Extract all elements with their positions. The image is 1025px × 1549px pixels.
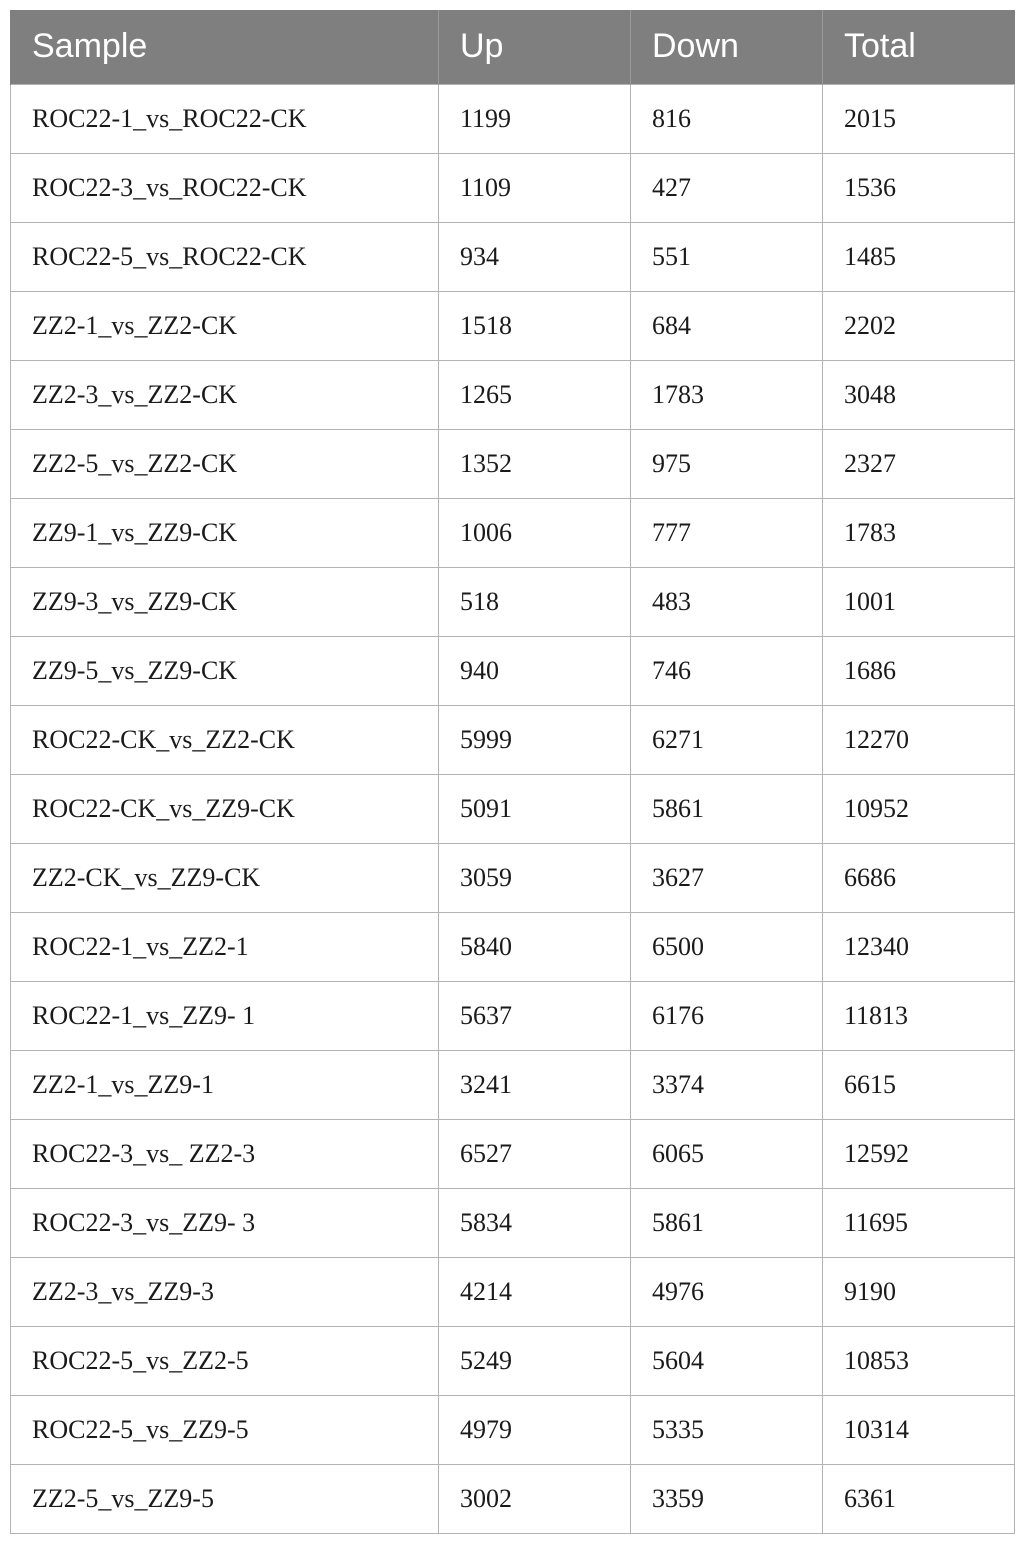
table-header bbox=[11, 10, 1015, 84]
cell-down: 5861 bbox=[631, 1188, 823, 1257]
cell-up: 5637 bbox=[439, 981, 631, 1050]
cell-total: 1536 bbox=[823, 153, 1015, 222]
cell-sample: ZZ2-5_vs_ZZ9-5 bbox=[11, 1464, 439, 1533]
cell-up: 934 bbox=[439, 222, 631, 291]
cell-down: 777 bbox=[631, 498, 823, 567]
cell-sample: ZZ2-3_vs_ZZ9-3 bbox=[11, 1257, 439, 1326]
cell-down: 4976 bbox=[631, 1257, 823, 1326]
cell-total: 10952 bbox=[823, 774, 1015, 843]
cell-total: 9190 bbox=[823, 1257, 1015, 1326]
cell-sample: ROC22-1_vs_ZZ2-1 bbox=[11, 912, 439, 981]
cell-total: 10853 bbox=[823, 1326, 1015, 1395]
table-row bbox=[11, 84, 1015, 153]
cell-up: 4979 bbox=[439, 1395, 631, 1464]
table-body bbox=[11, 84, 1015, 1533]
cell-down: 6500 bbox=[631, 912, 823, 981]
table-row bbox=[11, 429, 1015, 498]
cell-total: 12592 bbox=[823, 1119, 1015, 1188]
cell-up: 1352 bbox=[439, 429, 631, 498]
cell-sample: ROC22-5_vs_ROC22-CK bbox=[11, 222, 439, 291]
cell-up: 5091 bbox=[439, 774, 631, 843]
cell-total: 12340 bbox=[823, 912, 1015, 981]
table-row bbox=[11, 1050, 1015, 1119]
table-row bbox=[11, 636, 1015, 705]
cell-up: 1265 bbox=[439, 360, 631, 429]
cell-sample: ROC22-3_vs_ROC22-CK bbox=[11, 153, 439, 222]
cell-down: 483 bbox=[631, 567, 823, 636]
cell-up: 1109 bbox=[439, 153, 631, 222]
table-row bbox=[11, 1395, 1015, 1464]
cell-up: 1006 bbox=[439, 498, 631, 567]
cell-down: 6176 bbox=[631, 981, 823, 1050]
cell-down: 746 bbox=[631, 636, 823, 705]
cell-total: 6361 bbox=[823, 1464, 1015, 1533]
cell-up: 6527 bbox=[439, 1119, 631, 1188]
cell-up: 3002 bbox=[439, 1464, 631, 1533]
deg-count-table bbox=[10, 10, 1015, 1534]
deg-count-table-container bbox=[10, 10, 1014, 1534]
cell-sample: ROC22-3_vs_ ZZ2-3 bbox=[11, 1119, 439, 1188]
table-row bbox=[11, 981, 1015, 1050]
header-row bbox=[11, 10, 1015, 84]
cell-sample: ROC22-3_vs_ZZ9- 3 bbox=[11, 1188, 439, 1257]
cell-up: 5834 bbox=[439, 1188, 631, 1257]
table-row bbox=[11, 291, 1015, 360]
cell-total: 1001 bbox=[823, 567, 1015, 636]
cell-total: 6615 bbox=[823, 1050, 1015, 1119]
header-up: Up bbox=[439, 10, 631, 84]
cell-down: 3374 bbox=[631, 1050, 823, 1119]
cell-down: 1783 bbox=[631, 360, 823, 429]
cell-up: 5999 bbox=[439, 705, 631, 774]
cell-total: 1783 bbox=[823, 498, 1015, 567]
cell-down: 5861 bbox=[631, 774, 823, 843]
cell-up: 5249 bbox=[439, 1326, 631, 1395]
cell-total: 2327 bbox=[823, 429, 1015, 498]
header-down: Down bbox=[631, 10, 823, 84]
cell-total: 11813 bbox=[823, 981, 1015, 1050]
cell-sample: ZZ9-5_vs_ZZ9-CK bbox=[11, 636, 439, 705]
table-row bbox=[11, 1257, 1015, 1326]
cell-total: 2202 bbox=[823, 291, 1015, 360]
cell-up: 1199 bbox=[439, 84, 631, 153]
cell-down: 5335 bbox=[631, 1395, 823, 1464]
header-sample: Sample bbox=[11, 10, 439, 84]
cell-down: 3359 bbox=[631, 1464, 823, 1533]
cell-sample: ZZ9-1_vs_ZZ9-CK bbox=[11, 498, 439, 567]
cell-sample: ZZ2-CK_vs_ZZ9-CK bbox=[11, 843, 439, 912]
cell-total: 1485 bbox=[823, 222, 1015, 291]
cell-total: 3048 bbox=[823, 360, 1015, 429]
cell-total: 10314 bbox=[823, 1395, 1015, 1464]
cell-down: 975 bbox=[631, 429, 823, 498]
cell-up: 940 bbox=[439, 636, 631, 705]
cell-sample: ROC22-5_vs_ZZ9-5 bbox=[11, 1395, 439, 1464]
cell-sample: ZZ2-5_vs_ZZ2-CK bbox=[11, 429, 439, 498]
cell-sample: ZZ2-1_vs_ZZ9-1 bbox=[11, 1050, 439, 1119]
cell-down: 3627 bbox=[631, 843, 823, 912]
table-row bbox=[11, 1326, 1015, 1395]
cell-sample: ZZ2-3_vs_ZZ2-CK bbox=[11, 360, 439, 429]
cell-sample: ROC22-5_vs_ZZ2-5 bbox=[11, 1326, 439, 1395]
cell-sample: ZZ9-3_vs_ZZ9-CK bbox=[11, 567, 439, 636]
cell-up: 518 bbox=[439, 567, 631, 636]
table-row bbox=[11, 774, 1015, 843]
cell-up: 5840 bbox=[439, 912, 631, 981]
cell-down: 6271 bbox=[631, 705, 823, 774]
table-row bbox=[11, 1464, 1015, 1533]
table-row bbox=[11, 360, 1015, 429]
table-row bbox=[11, 912, 1015, 981]
cell-sample: ROC22-1_vs_ZZ9- 1 bbox=[11, 981, 439, 1050]
cell-up: 3059 bbox=[439, 843, 631, 912]
cell-down: 427 bbox=[631, 153, 823, 222]
cell-sample: ROC22-1_vs_ROC22-CK bbox=[11, 84, 439, 153]
cell-down: 6065 bbox=[631, 1119, 823, 1188]
cell-up: 3241 bbox=[439, 1050, 631, 1119]
table-row bbox=[11, 153, 1015, 222]
cell-up: 4214 bbox=[439, 1257, 631, 1326]
cell-sample: ROC22-CK_vs_ZZ9-CK bbox=[11, 774, 439, 843]
cell-total: 1686 bbox=[823, 636, 1015, 705]
table-row bbox=[11, 567, 1015, 636]
cell-down: 816 bbox=[631, 84, 823, 153]
cell-down: 684 bbox=[631, 291, 823, 360]
cell-up: 1518 bbox=[439, 291, 631, 360]
table-row bbox=[11, 498, 1015, 567]
cell-total: 6686 bbox=[823, 843, 1015, 912]
table-row bbox=[11, 705, 1015, 774]
cell-total: 2015 bbox=[823, 84, 1015, 153]
table-row bbox=[11, 843, 1015, 912]
table-row bbox=[11, 1188, 1015, 1257]
cell-down: 551 bbox=[631, 222, 823, 291]
cell-total: 11695 bbox=[823, 1188, 1015, 1257]
header-total: Total bbox=[823, 10, 1015, 84]
table-row bbox=[11, 222, 1015, 291]
cell-sample: ZZ2-1_vs_ZZ2-CK bbox=[11, 291, 439, 360]
cell-down: 5604 bbox=[631, 1326, 823, 1395]
cell-total: 12270 bbox=[823, 705, 1015, 774]
cell-sample: ROC22-CK_vs_ZZ2-CK bbox=[11, 705, 439, 774]
table-row bbox=[11, 1119, 1015, 1188]
